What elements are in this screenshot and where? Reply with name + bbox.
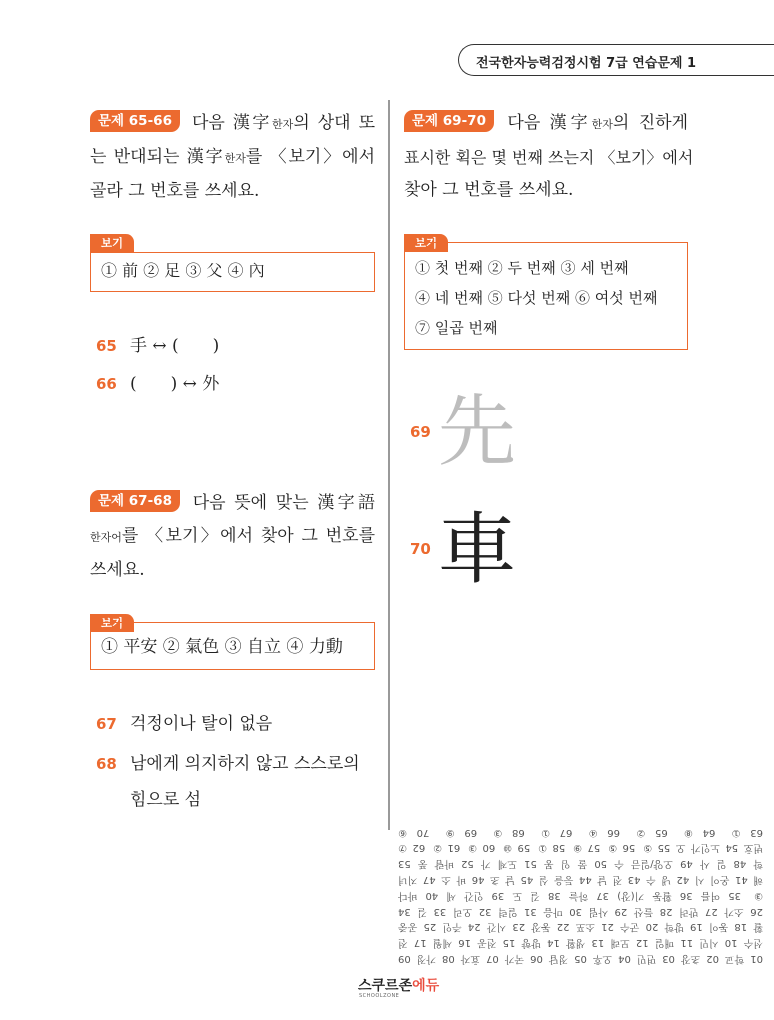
publisher-logo-sub: SCHOOLZONE — [359, 993, 400, 999]
badge-67-68: 문제 67-68 — [90, 490, 180, 512]
item-66: 66 ( ) ↔ 外 — [96, 374, 220, 394]
stroke-order-char-70: 車 — [438, 505, 517, 595]
item-68: 68 남에게 의지하지 않고 스스로의 — [96, 754, 360, 774]
answer-key: 01 학교 02 초장 03 면민 04 오후 05 정답 06 국가 07 효자 08 가정 09 선수 10 시민 11 매일 12 모래 13 생활 14 방향 15 전공 16 세월 17 전 활 18 동이 19 방학 20 군수 21 소포 22 동장 23 시간 24 주인 25 공중 26 소가 27 반려 28 들산 29 사립 30 마음 31 일력 32 오리 33 길 34 ③ 35 여름 36 활동 기(장) 37 하늘 38 길 도 39 인간 세 40 바다 해 41 온이 시 42 냉 수 43 전 날 44 등을 실 45 날 초 46 바 소 47 지녀 학 48 일 사 49 오양/일금 수 50 물 임 몽 51 도제 가 52 바람 풍 53 번호 54 노인가 오 55 ⑤ 56 ⑤ 57 ⑨ 58 ① 59 ⑩ 60 ③ 61 ② 62 ⑦ 63 ① 64 ⑧ 65 ② 66 ④ 67 ① 68 ③ 69 ⑨ 70 ⑥ — [398, 826, 763, 964]
page-header-title: 전국한자능력검정시험 7급 연습문제 1 — [476, 56, 697, 71]
bogi-tab-67-68: 보기 — [90, 614, 134, 632]
item-65: 65 手 ↔ ( ) — [96, 336, 220, 356]
badge-65-66: 문제 65-66 — [90, 110, 180, 132]
publisher-logo: 스쿠르존에듀 — [358, 978, 440, 994]
item-70-number: 70 — [410, 540, 431, 558]
item-67: 67 걱정이나 탈이 없음 — [96, 714, 273, 734]
bogi-tab-69-70: 보기 — [404, 234, 448, 252]
column-divider — [388, 100, 390, 830]
item-68-continued: 힘으로 섬 — [130, 790, 202, 810]
stroke-order-char-69: 先 — [438, 387, 517, 477]
bogi-tab-65-66: 보기 — [90, 234, 134, 252]
badge-69-70: 문제 69-70 — [404, 110, 494, 132]
bogi-box-67-68: ① 平安 ② 氣色 ③ 自立 ④ 力動 — [90, 622, 375, 670]
bogi-box-65-66: ① 前 ② 足 ③ 父 ④ 內 — [90, 252, 375, 292]
question-65-66: 문제 65-66 다음 漢字한자의 상대 또 는 반대되는 漢字한자를 〈보기〉에서 골라 그 번호를 쓰세요. — [90, 107, 375, 208]
item-69-number: 69 — [410, 423, 431, 441]
question-69-70: 문제 69-70 다음 漢字한자의 진하게 표시한 획은 몇 번째 쓰는지 〈보기〉에서 찾아 그 번호를 쓰세요. — [404, 107, 688, 207]
question-67-68: 문제 67-68 다음 뜻에 맞는 漢字語 한자어를 〈보기〉에서 찾아 그 번호를 쓰세요. — [90, 487, 375, 587]
bogi-box-69-70: ① 첫 번째 ② 두 번째 ③ 세 번째 ④ 네 번째 ⑤ 다섯 번째 ⑥ 여섯 번째 ⑦ 일곱 번째 — [404, 242, 688, 350]
